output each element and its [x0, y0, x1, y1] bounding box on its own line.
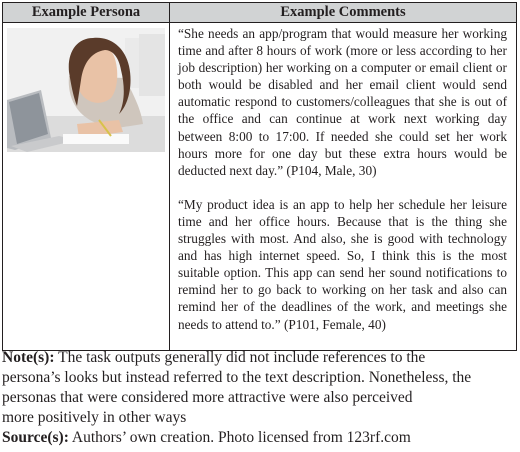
source-paragraph	[2, 428, 520, 448]
persona-cell	[3, 23, 170, 351]
comment-p101: “My product idea is an app to help her schedule her leisure time and her office hours. Because that is the thing she struggles with most. And also, she is good with technology and has high internet speed. So, I think this is the most suitable option. This app can send her sound notifications to remind her to go back to working on her task and also can remind her of the deadlines of the work, and meetings she needs to attend to.” (P101, Female, 40)	[178, 196, 507, 332]
table-notes	[2, 348, 520, 448]
note-line-1: The task outputs generally did not include references to the	[54, 349, 426, 366]
persona-comments-table	[2, 2, 517, 351]
table-header-row	[3, 3, 517, 23]
note-label: Note(s):	[2, 349, 55, 366]
table-row	[3, 23, 517, 351]
header-example-persona: Example Persona	[3, 3, 170, 23]
note-line-3: personas that were considered more attractive were also perceived	[2, 389, 413, 406]
comments-cell	[170, 23, 517, 351]
header-example-comments: Example Comments	[170, 3, 517, 23]
persona-photo-illustration	[7, 28, 165, 152]
note-line-2: persona’s looks but instead referred to the text description. Nonetheless, the	[2, 369, 472, 386]
source-text: Authors’ own creation. Photo licensed from 123rf.com	[68, 429, 411, 446]
comment-p104: “She needs an app/program that would measure her working time and after 8 hours of work (more or less according to her job description) her working on a computer or email client or both would be disabled and her email client would send automatic respond to customers/colleagues that she is out of the office and can continue at work next working day between 8:00 to 17:00. If needed she could set her work hours more for one day but these extra hours would be deducted next day.” (P104, Male, 30)	[178, 26, 507, 178]
note-paragraph	[2, 348, 520, 428]
note-line-4: more positively in other ways	[2, 409, 187, 426]
source-label: Source(s):	[2, 429, 69, 446]
persona-photo	[7, 28, 165, 152]
